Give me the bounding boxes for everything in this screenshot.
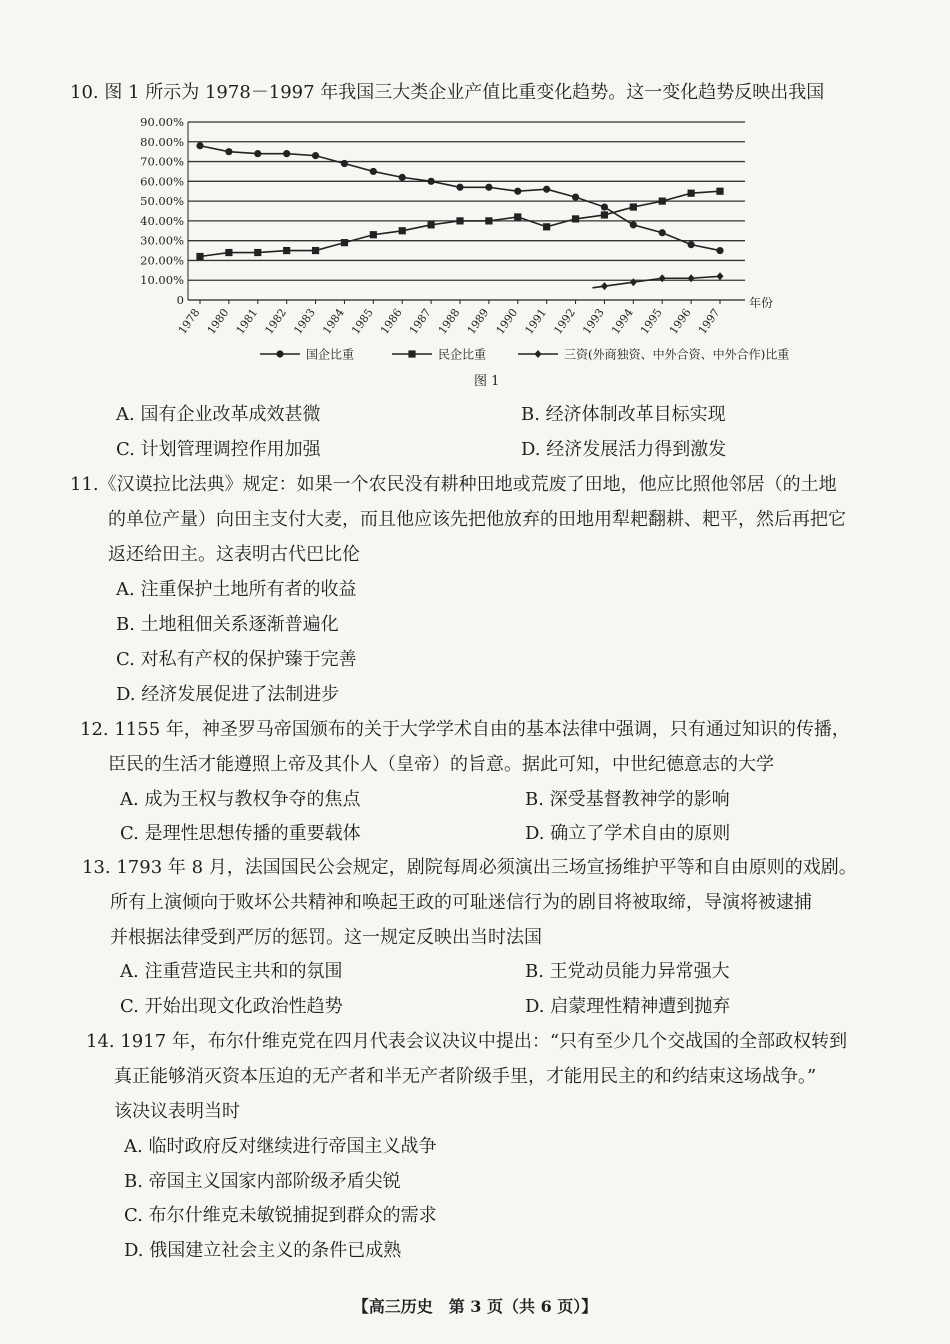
data-point-circle [630,221,637,228]
y-tick-label: 90.00% [140,115,184,129]
data-point-square [688,190,695,197]
y-tick-label: 30.00% [140,233,184,248]
x-tick-label: 1980 [204,306,232,337]
data-point-circle [485,184,492,191]
x-tick-label: 1992 [551,306,579,337]
q12-option-b[interactable]: B. 深受基督教神学的影响 [525,789,730,810]
x-tick-label: 1987 [406,306,434,337]
y-tick-label: 50.00% [140,194,184,209]
data-point-square [341,239,348,246]
q14-option-c[interactable]: C. 布尔什维克未敏锐捕捉到群众的需求 [124,1205,437,1226]
x-tick-label: 1986 [377,306,405,337]
q12-option-c[interactable]: C. 是理性思想传播的重要载体 [120,823,361,844]
data-point-square [601,211,608,218]
legend-marker-diamond [535,350,542,358]
series-line-2 [592,276,720,288]
data-point-diamond [659,274,666,282]
x-tick-label: 1983 [291,306,319,337]
x-tick-label: 1978 [175,306,203,337]
q14-option-a[interactable]: A. 临时政府反对继续进行帝国主义战争 [124,1136,437,1157]
x-tick-label: 1991 [522,306,550,337]
data-point-circle [312,152,319,159]
data-point-diamond [717,272,724,280]
legend-marker-square [408,350,415,357]
page-footer: 【高三历史 第 3 页（共 6 页）】 [352,1297,598,1316]
q11-option-d[interactable]: D. 经济发展促进了法制进步 [116,684,340,705]
q11-stem-line-1: 11.《汉谟拉比法典》规定：如果一个农民没有耕种田地或荒废了田地，他应比照他邻居（的土地 [70,474,837,495]
x-tick-label: 1984 [320,306,347,337]
q13-option-a[interactable]: A. 注重营造民主共和的氛围 [120,961,343,982]
data-point-circle [283,150,290,157]
q13-stem-line-2: 所有上演倾向于败坏公共精神和唤起王政的可耻迷信行为的剧目将被取缔，导演将被逮捕 [110,892,812,913]
q10-stem: 10. 图 1 所示为 1978－1997 年我国三大类企业产值比重变化趋势。这一变化趋势反映出我国 [70,82,825,103]
x-tick-label: 1988 [435,306,463,337]
data-point-diamond [688,274,695,282]
data-point-circle [456,184,463,191]
q11-option-c[interactable]: C. 对私有产权的保护臻于完善 [116,649,357,670]
data-point-square [572,215,579,222]
data-point-square [196,253,203,260]
y-tick-label: 20.00% [140,253,184,268]
data-point-square [514,213,521,220]
data-point-circle [716,247,723,254]
x-tick-label: 1995 [637,306,665,337]
q11-stem-line-3: 返还给田主。这表明古代巴比伦 [108,544,360,565]
q11-option-b[interactable]: B. 土地租佃关系逐渐普遍化 [116,614,339,635]
q10-option-a[interactable]: A. 国有企业改革成效甚微 [116,404,321,425]
data-point-diamond [630,278,637,286]
q14-option-d[interactable]: D. 俄国建立社会主义的条件已成熟 [124,1240,402,1261]
y-tick-label: 0 [176,293,184,307]
q10-option-b[interactable]: B. 经济体制改革目标实现 [521,404,726,425]
data-point-circle [601,203,608,210]
q10-option-d[interactable]: D. 经济发展活力得到激发 [521,439,727,460]
data-point-circle [254,150,261,157]
data-point-circle [370,168,377,175]
data-point-square [485,217,492,224]
data-point-square [312,247,319,254]
data-point-square [254,249,261,256]
x-tick-label: 1993 [580,306,607,337]
q13-option-b[interactable]: B. 王党动员能力异常强大 [525,961,730,982]
data-point-circle [399,174,406,181]
x-tick-label: 1981 [233,306,261,337]
data-point-circle [688,241,695,248]
x-tick-label: 1985 [349,306,376,337]
x-tick-label: 1997 [695,306,723,337]
q12-option-d[interactable]: D. 确立了学术自由的原则 [525,823,731,844]
q14-stem-line-2: 真正能够消灭资本压迫的无产者和半无产者阶级手里，才能用民主的和约结束这场战争。” [114,1066,817,1087]
q10-option-c[interactable]: C. 计划管理调控作用加强 [116,439,321,460]
data-point-circle [659,229,666,236]
q14-stem-line-3: 该决议表明当时 [114,1101,240,1122]
x-tick-label: 1989 [464,306,492,337]
figure-1-line-chart [120,112,840,372]
data-point-square [370,231,377,238]
data-point-circle [341,160,348,167]
data-point-square [716,188,723,195]
data-point-circle [225,148,232,155]
q12-option-a[interactable]: A. 成为王权与教权争夺的焦点 [120,789,361,810]
data-point-circle [428,178,435,185]
data-point-circle [543,186,550,193]
q11-stem-line-2: 的单位产量）向田主支付大麦，而且他应该先把他放弃的田地用犁耙翻耕、耙平，然后再把它 [108,509,846,530]
q13-option-c[interactable]: C. 开始出现文化政治性趋势 [120,996,343,1017]
figure-caption: 图 1 [474,374,500,389]
data-point-square [399,227,406,234]
x-tick-label: 1990 [493,306,521,337]
data-point-circle [572,194,579,201]
q12-stem-line-2: 臣民的生活才能遵照上帝及其仆人（皇帝）的旨意。据此可知，中世纪德意志的大学 [108,754,774,775]
legend-label-1: 民企比重 [438,347,487,362]
y-tick-label: 10.00% [140,273,184,288]
data-point-square [659,198,666,205]
legend-marker-circle [276,350,283,357]
q13-option-d[interactable]: D. 启蒙理性精神遭到抛弃 [525,996,731,1017]
x-tick-label: 1994 [609,306,636,337]
y-tick-label: 60.00% [140,174,184,189]
y-tick-label: 70.00% [140,154,184,169]
data-point-square [630,203,637,210]
x-tick-label: 1982 [262,306,290,337]
q13-stem-line-3: 并根据法律受到严厉的惩罚。这一规定反映出当时法国 [110,927,542,948]
data-point-square [428,221,435,228]
q12-stem-line-1: 12. 1155 年，神圣罗马帝国颁布的关于大学学术自由的基本法律中强调，只有通过知识的传播， [80,719,850,740]
data-point-circle [196,142,203,149]
q14-option-b[interactable]: B. 帝国主义国家内部阶级矛盾尖锐 [124,1171,401,1192]
x-axis-label: 年份 [749,296,774,310]
data-point-square [456,217,463,224]
q11-option-a[interactable]: A. 注重保护土地所有者的收益 [116,579,357,600]
x-tick-label: 1996 [666,306,694,337]
q14-stem-line-1: 14. 1917 年，布尔什维克党在四月代表会议决议中提出：“只有至少几个交战国的全部政权转到 [86,1031,848,1052]
legend-label-2: 三资(外商独资、中外合资、中外合作)比重 [564,347,790,362]
y-tick-label: 80.00% [140,134,184,149]
data-point-square [283,247,290,254]
y-tick-label: 40.00% [140,213,184,228]
data-point-diamond [601,282,608,290]
data-point-square [543,223,550,230]
data-point-circle [514,188,521,195]
q13-stem-line-1: 13. 1793 年 8 月，法国国民公会规定，剧院每周必须演出三场宣扬维护平等和自由原则的戏剧。 [82,857,857,878]
data-point-square [225,249,232,256]
legend-label-0: 国企比重 [306,347,355,362]
